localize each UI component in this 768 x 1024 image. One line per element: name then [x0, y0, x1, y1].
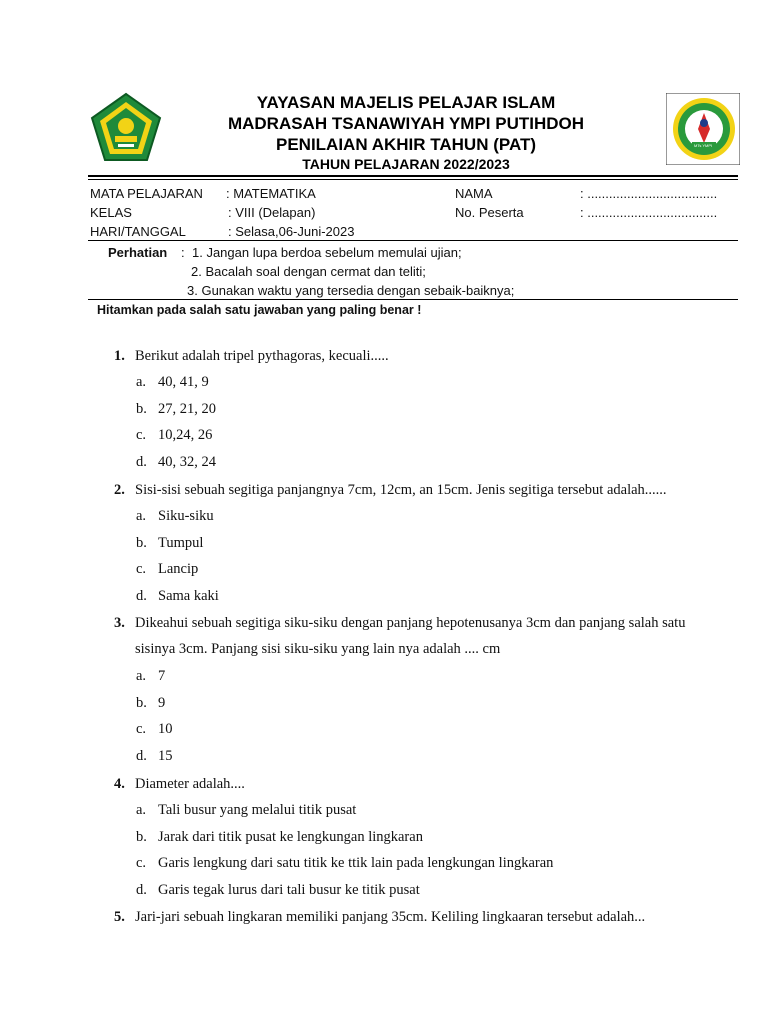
option-text: 7	[158, 668, 166, 684]
option-1a[interactable]	[136, 374, 209, 391]
header-divider-thin	[88, 179, 738, 180]
hari-value: : Selasa,06-Juni-2023	[228, 224, 355, 239]
option-3b[interactable]	[136, 695, 166, 712]
option-text: Garis lengkung dari satu titik ke ttik lain pada lengkungan lingkaran	[158, 855, 554, 871]
option-text: Garis tegak lurus dari tali busur ke titik pusat	[158, 882, 420, 898]
option-3c[interactable]	[136, 721, 173, 738]
option-4a[interactable]	[136, 802, 357, 819]
option-4d[interactable]	[136, 882, 420, 899]
option-letter: c.	[136, 855, 147, 871]
option-text: Jarak dari titik pusat ke lengkungan lingkaran	[158, 829, 423, 845]
option-text: 9	[158, 695, 166, 711]
info-divider	[88, 240, 738, 241]
option-letter: d.	[136, 748, 147, 764]
mapel-label: MATA PELAJARAN	[90, 186, 203, 201]
option-3a[interactable]	[136, 668, 166, 685]
option-letter: d.	[136, 588, 147, 604]
notice-label: Perhatian	[108, 245, 168, 260]
nama-label: NAMA	[455, 186, 493, 201]
option-letter: d.	[136, 882, 147, 898]
option-letter: a.	[136, 374, 147, 390]
option-text: Sama kaki	[158, 588, 219, 604]
option-letter: a.	[136, 802, 147, 818]
header-line-1: YAYASAN MAJELIS PELAJAR ISLAM	[256, 93, 556, 112]
logo-caption: MTs YMPI	[694, 143, 713, 148]
kelas-label: KELAS	[90, 205, 132, 220]
option-letter: b.	[136, 829, 147, 845]
header-divider	[88, 175, 738, 177]
option-text: Lancip	[158, 561, 199, 577]
question-number: 5.	[114, 909, 125, 925]
option-text: 27, 21, 20	[158, 401, 216, 417]
option-text: 15	[158, 748, 173, 764]
option-letter: b.	[136, 535, 147, 551]
option-letter: b.	[136, 401, 147, 417]
question-number: 2.	[114, 482, 125, 498]
header-line-2: MADRASAH TSANAWIYAH YMPI PUTIHDOH	[227, 114, 585, 133]
question-number: 3.	[114, 615, 125, 631]
option-3d[interactable]	[136, 748, 173, 765]
option-letter: c.	[136, 721, 147, 737]
option-2b[interactable]	[136, 535, 204, 552]
option-1b[interactable]	[136, 401, 216, 418]
option-2d[interactable]	[136, 588, 219, 605]
notice-item-3: 3. Gunakan waktu yang tersedia dengan sebaik-baiknya;	[187, 283, 515, 298]
option-text: 40, 41, 9	[158, 374, 209, 390]
header-line-3: PENILAIAN AKHIR TAHUN (PAT)	[275, 135, 536, 154]
option-text: Tali busur yang melalui titik pusat	[158, 802, 357, 818]
instruction-text: Hitamkan pada salah satu jawaban yang paling benar !	[97, 303, 422, 317]
notice-item-2: 2. Bacalah soal dengan cermat dan teliti;	[191, 264, 426, 279]
option-letter: a.	[136, 668, 147, 684]
option-2c[interactable]	[136, 561, 199, 578]
option-letter: c.	[136, 427, 147, 443]
question-text: Berikut adalah tripel pythagoras, kecuali.....	[135, 348, 389, 364]
question-number: 4.	[114, 776, 125, 792]
option-4b[interactable]	[136, 829, 423, 846]
peserta-field[interactable]: : ....................................	[580, 205, 718, 220]
question-text: Dikeahui sebuah segitiga siku-siku dengan panjang hepotenusanya 3cm dan panjang salah satu	[135, 615, 686, 631]
header-line-4: TAHUN PELAJARAN 2022/2023	[302, 156, 510, 172]
option-1d[interactable]	[136, 454, 216, 471]
kelas-value: : VIII (Delapan)	[228, 205, 316, 220]
peserta-label: No. Peserta	[455, 205, 524, 220]
question-3-continued: sisinya 3cm. Panjang sisi siku-siku yang lain nya adalah .... cm	[135, 641, 501, 657]
option-1c[interactable]	[136, 427, 213, 444]
option-letter: d.	[136, 454, 147, 470]
question-number: 1.	[114, 348, 125, 364]
notice-colon: :	[181, 245, 185, 260]
option-text: Siku-siku	[158, 508, 214, 524]
hari-label: HARI/TANGGAL	[90, 224, 186, 239]
mapel-value: : MATEMATIKA	[226, 186, 316, 201]
nama-field[interactable]: : ....................................	[580, 186, 718, 201]
option-text: 40, 32, 24	[158, 454, 216, 470]
option-2a[interactable]	[136, 508, 214, 525]
question-text: Sisi-sisi sebuah segitiga panjangnya 7cm, 12cm, an 15cm. Jenis segitiga tersebut adalah......	[135, 482, 667, 498]
question-text: Jari-jari sebuah lingkaran memiliki panjang 35cm. Keliling lingkaaran tersebut adalah...	[135, 909, 646, 925]
option-text: 10,24, 26	[158, 427, 213, 443]
option-letter: b.	[136, 695, 147, 711]
notice-item-1: 1. Jangan lupa berdoa sebelum memulai ujian;	[192, 245, 462, 260]
option-text: Tumpul	[158, 535, 204, 551]
notice-divider	[88, 299, 738, 300]
option-letter: a.	[136, 508, 147, 524]
option-4c[interactable]	[136, 855, 554, 872]
option-letter: c.	[136, 561, 147, 577]
option-text: 10	[158, 721, 173, 737]
question-text: Diameter adalah....	[135, 776, 245, 792]
